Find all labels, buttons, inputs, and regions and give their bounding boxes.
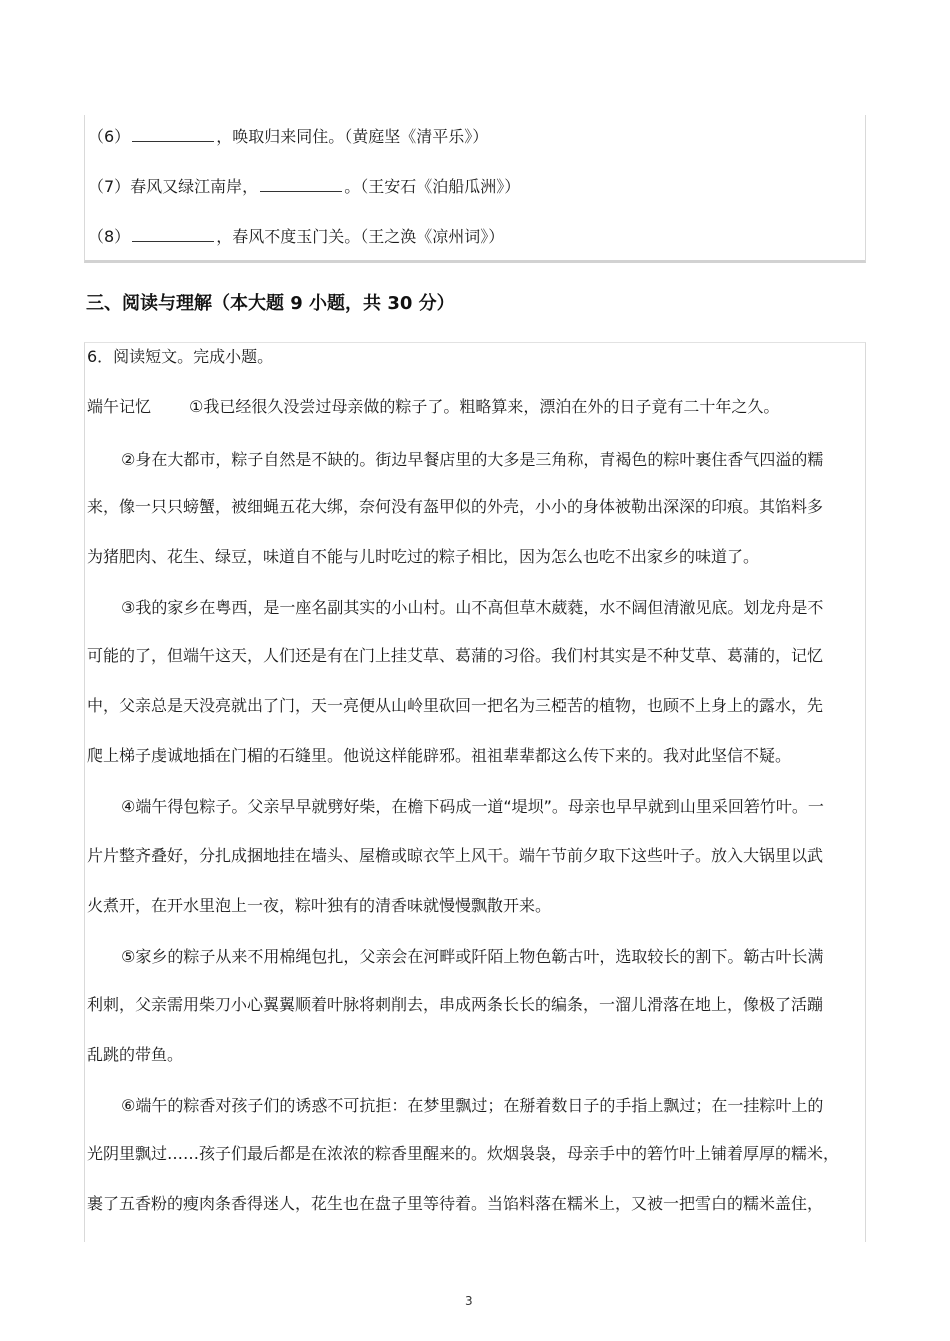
passage-first-line (87, 397, 779, 417)
passage-line: ④端午得包粽子。父亲早早就劈好柴，在檐下码成一道“堤坝”。母亲也早早就到山里采回箬竹叶。一 (121, 797, 824, 816)
passage-line: ②身在大都市，粽子自然是不缺的。街边早餐店里的大多是三角称，青褐色的粽叶裹住香气四溢的糯 (121, 450, 824, 469)
passage-line: ③我的家乡在粤西，是一座名副其实的小山村。山不高但草木葳蕤，水不阔但清澈见底。划龙舟是不 (121, 598, 824, 617)
passage-line: ①我已经很久没尝过母亲做的粽子了。粗略算来，漂泊在外的日子竟有二十年之久。 (189, 397, 780, 416)
passage-line: 可能的了，但端午这天，人们还是有在门上挂艾草、葛蒲的习俗。我们村其实是不种艾草、葛蒲的，记忆 (87, 646, 824, 665)
answer-blank[interactable] (132, 127, 214, 142)
passage-line: 光阴里飘过……孩子们最后都是在浓浓的粽香里醒来的。炊烟袅袅，母亲手中的箬竹叶上铺着厚厚的糯米， (87, 1144, 840, 1163)
fill-in-item-6 (88, 127, 488, 147)
passage-line: 利刺，父亲需用柴刀小心翼翼顺着叶脉将刺削去，串成两条长长的编条，一溜儿滑落在地上，像极了活蹦 (87, 995, 824, 1014)
item-6-prefix: （6） (88, 127, 131, 146)
passage-line: 为猪肥肉、花生、绿豆，味道自不能与儿时吃过的粽子相比，因为怎么也吃不出家乡的味道了。 (87, 547, 760, 566)
answer-blank[interactable] (260, 177, 342, 192)
answer-blank[interactable] (132, 227, 214, 242)
passage-line: 乱跳的带鱼。 (87, 1045, 184, 1064)
item-7-prefix: （7）春风又绿江南岸， (88, 177, 259, 196)
item-8-prefix: （8） (88, 227, 131, 246)
passage-line: 来，像一只只螃蟹，被细蝇五花大绑，奈何没有盔甲似的外壳，小小的身体被勒出深深的印痕。其馅料多 (87, 497, 824, 516)
passage-line: 火煮开，在开水里泡上一夜，粽叶独有的清香味就慢慢飘散开来。 (87, 896, 552, 915)
passage-line: 中，父亲总是天没亮就出了门，天一亮便从山岭里砍回一把名为三椏苦的植物，也顾不上身上的露水，先 (87, 696, 824, 715)
fill-in-item-7 (88, 177, 520, 197)
question-prompt: 6．阅读短文。完成小题。 (87, 347, 274, 366)
passage-line: 爬上梯子虔诚地插在门楣的石缝里。他说这样能辟邪。祖祖辈辈都这么传下来的。我对此坚信不疑。 (87, 746, 792, 765)
item-6-suffix: ，唤取归来同住。（黄庭坚《清平乐》） (216, 127, 489, 146)
section-title: 三、阅读与理解（本大题 9 小题，共 30 分） (86, 293, 455, 314)
passage-line: ⑤家乡的粽子从来不用棉绳包扎，父亲会在河畔或阡陌上物色簕古叶，选取较长的割下。簕古叶长满 (121, 947, 824, 966)
item-8-suffix: ，春风不度玉门关。（王之涣《凉州词》） (216, 227, 505, 246)
fill-in-item-8 (88, 227, 504, 247)
passage-line: ⑥端午的粽香对孩子们的诱惑不可抗拒：在梦里飘过；在掰着数日子的手指上飘过；在一挂粽叶上的 (121, 1096, 824, 1115)
passage-title: 端午记忆 (87, 397, 152, 416)
passage-line: 裹了五香粉的瘦肉条香得迷人，花生也在盘子里等待着。当馅料落在糯米上，又被一把雪白的糯米盖住， (87, 1194, 824, 1213)
passage-line: 片片整齐叠好，分扎成捆地挂在墙头、屋檐或晾衣竿上风干。端午节前夕取下这些叶子。放入大锅里以武 (87, 846, 824, 865)
item-7-suffix: 。（王安石《泊船瓜洲》） (344, 177, 521, 196)
page-number: 3 (465, 1294, 473, 1308)
